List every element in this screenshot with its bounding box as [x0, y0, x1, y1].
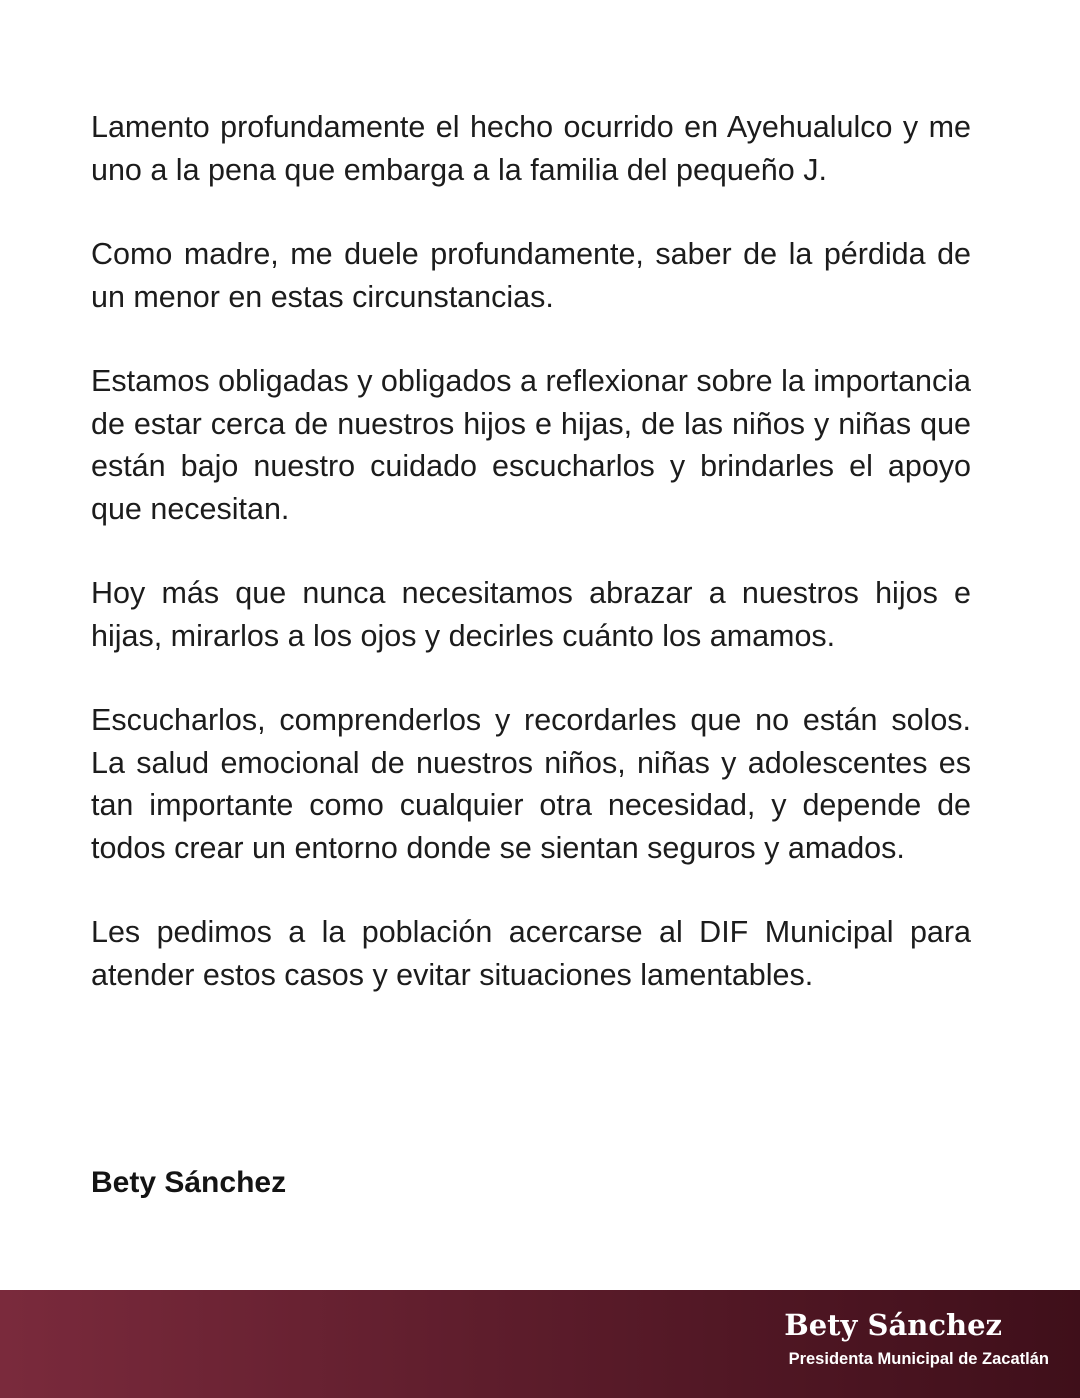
letter-body [91, 106, 971, 1038]
footer-band [0, 1290, 1080, 1398]
signature-name: Bety Sánchez [91, 1166, 287, 1199]
paragraph-2: Como madre, me duele profundamente, saber de la pérdida de un menor en estas circunstancias. [91, 237, 971, 314]
footer-role: Presidenta Municipal de Zacatlán [788, 1350, 1049, 1368]
footer-name: Bety Sánchez [784, 1308, 1002, 1342]
paragraph-6: Les pedimos a la población acercarse al DIF Municipal para atender estos casos y evitar situaciones lamentables. [91, 915, 971, 992]
paragraph-3: Estamos obligadas y obligados a reflexionar sobre la importancia de estar cerca de nuestros hijos e hijas, de las niños y niñas que están bajo nuestro cuidado escucharlos y brindarles el apoyo que necesitan. [91, 364, 971, 526]
paragraph-1: Lamento profundamente el hecho ocurrido en Ayehualulco y me uno a la pena que embarga a la familia del pequeño J. [91, 110, 971, 187]
paragraph-5: Escucharlos, comprenderlos y recordarles que no están solos. La salud emocional de nuestros niños, niñas y adolescentes es tan importante como cualquier otra necesidad, y depende de todos crear un entorno donde se sientan seguros y amados. [91, 703, 971, 865]
paragraph-4: Hoy más que nunca necesitamos abrazar a nuestros hijos e hijas, mirarlos a los ojos y decirles cuánto los amamos. [91, 576, 971, 653]
